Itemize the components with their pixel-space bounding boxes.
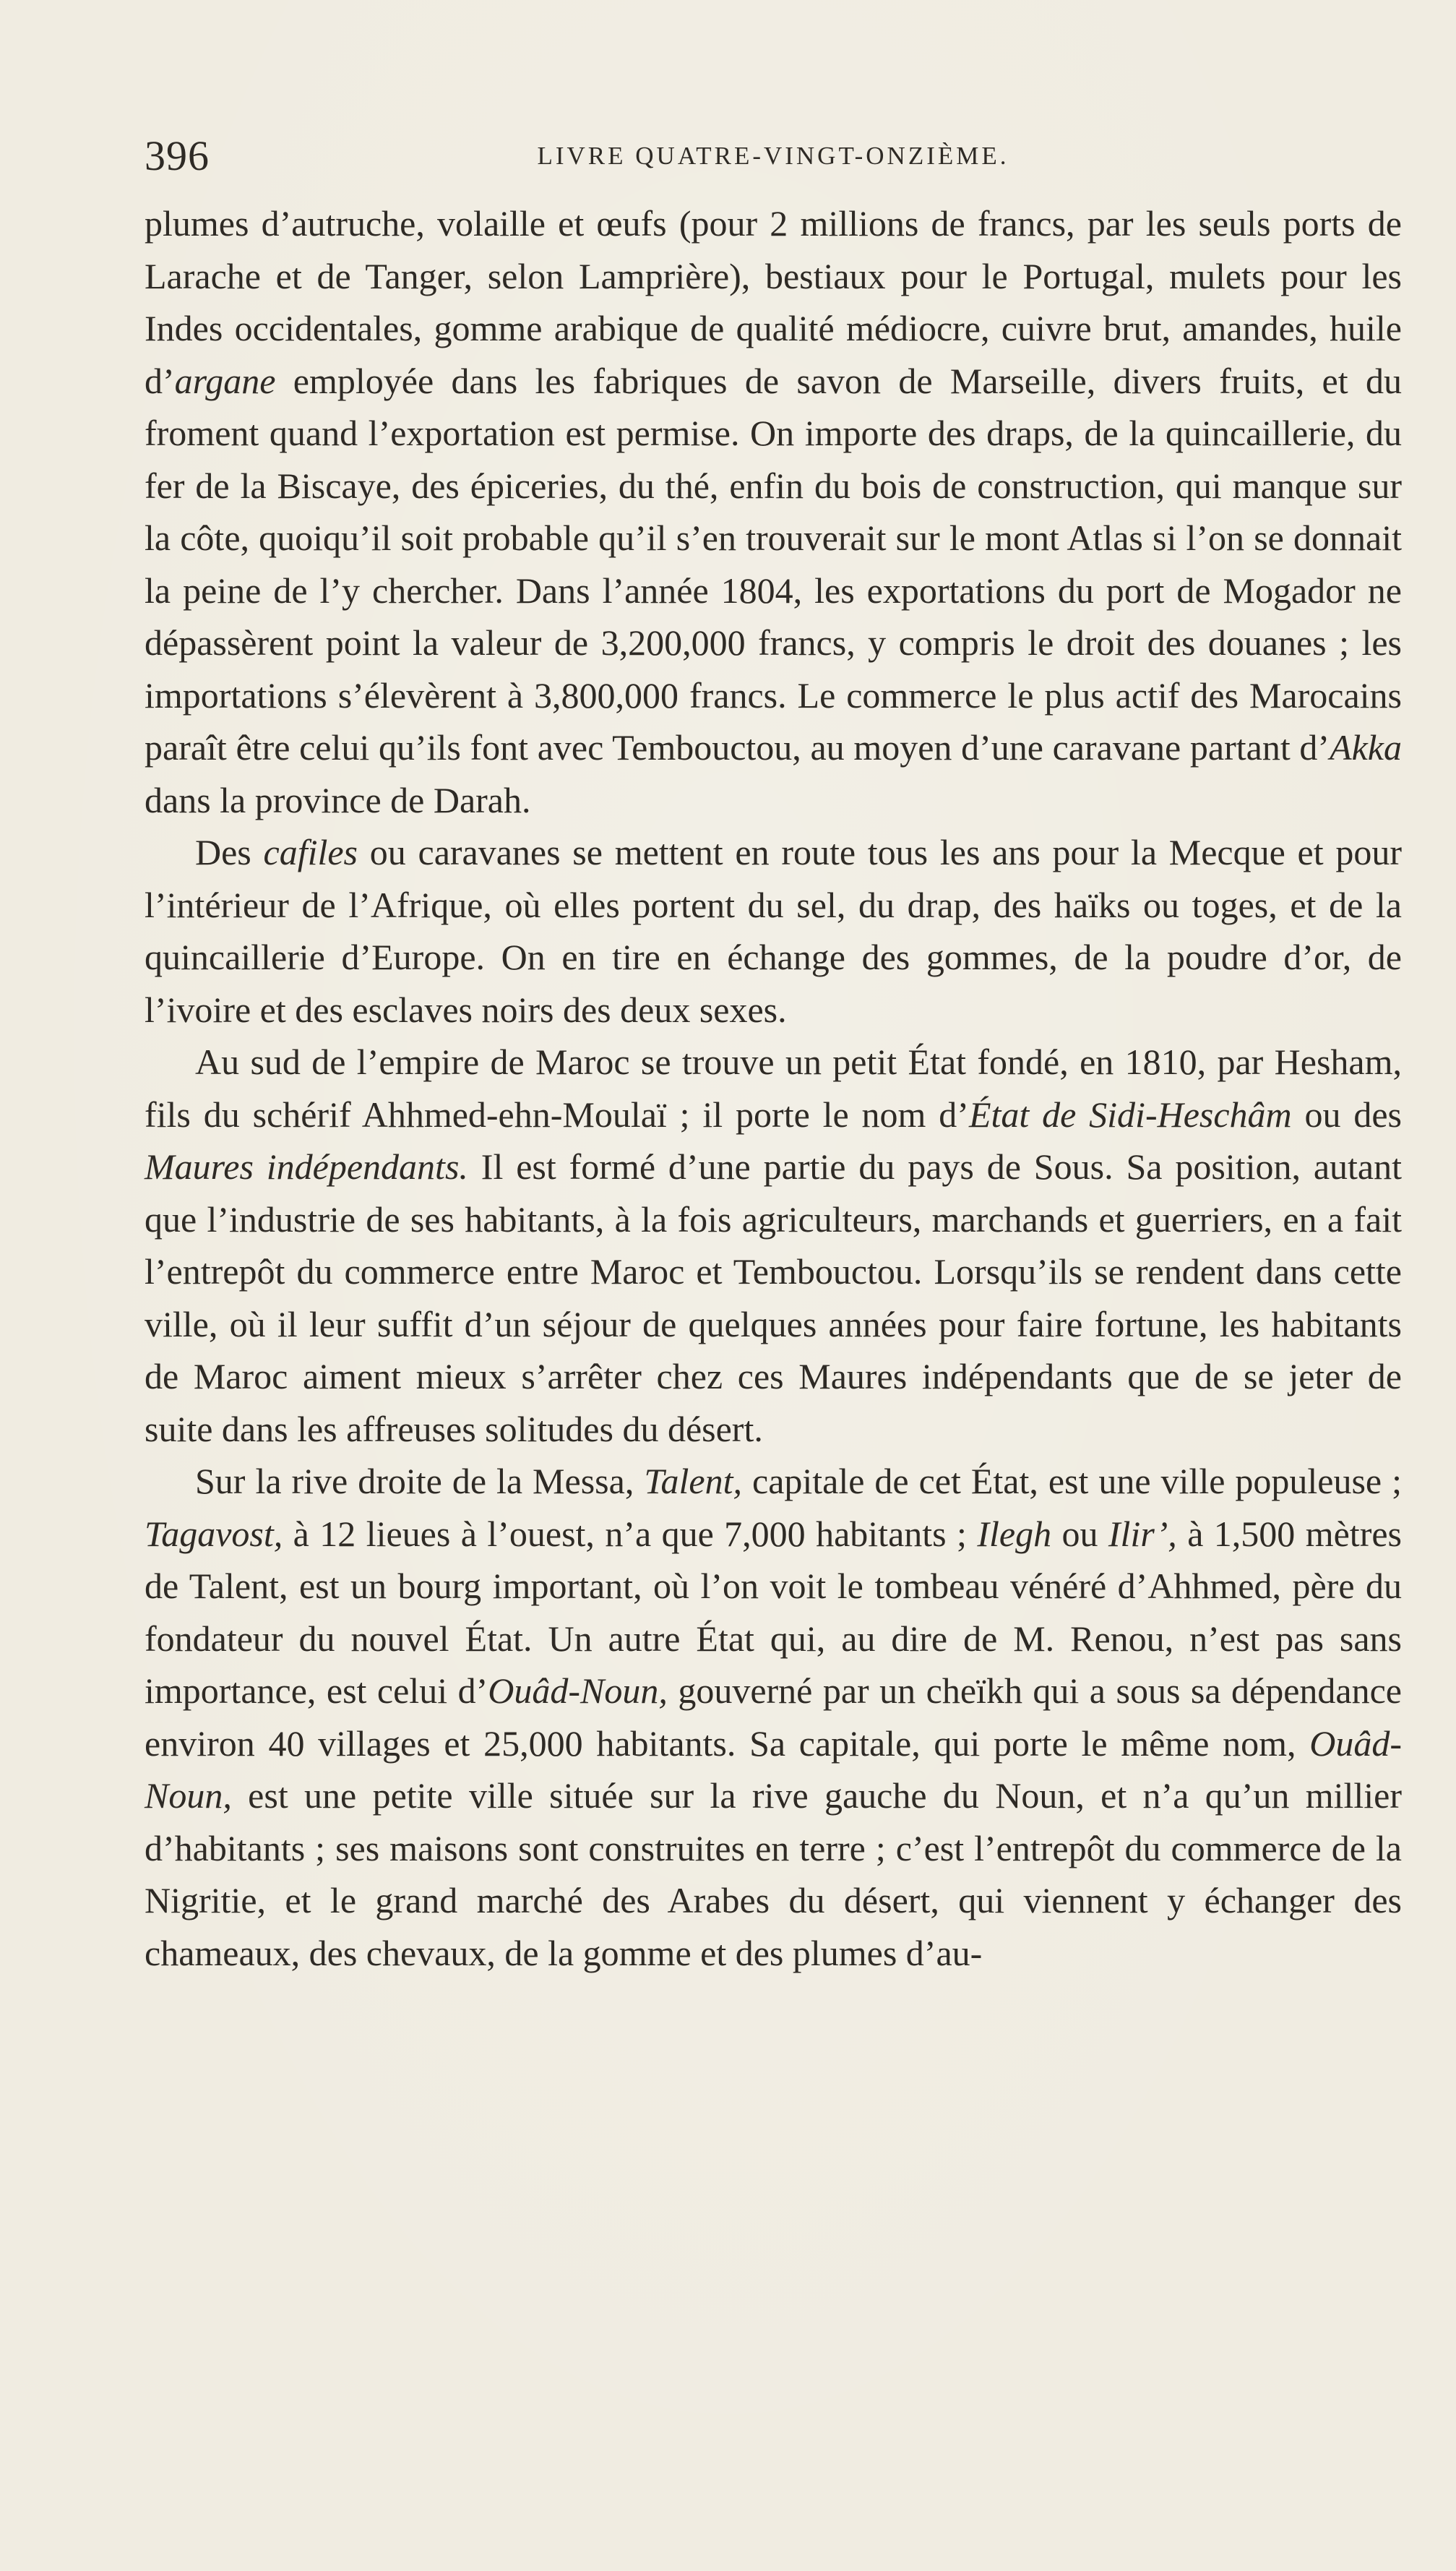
italic-text: Maures indépendants. (145, 1146, 468, 1187)
page-number: 396 (145, 132, 210, 179)
italic-text: Talent, (644, 1461, 743, 1501)
text-run: dans la province de Darah. (145, 779, 531, 820)
text-run: plumes d’autruche, volaille et œufs (pour 2 millions de francs, par les seuls ports de Larache et de Tanger, selon Lamprière), bestiaux pour le Portugal, mulets pour les Indes occidentales, gomme arabique de qualité médiocre, cuivre brut, amandes, huile d’ (145, 203, 1402, 401)
paragraph (145, 1036, 1402, 1455)
text-run: employée dans les fabriques de savon de Marseille, divers fruits, et du froment quand l’exportation est permise. On importe des draps, de la quincaillerie, du fer de la Biscaye, des épiceries, du thé, enfin du bois de construction, qui manque sur la côte, quoiqu’il soit probable qu’il s’en trouverait sur le mont Atlas si l’on se donnait la peine de l’y chercher. Dans l’année 1804, les exportations du port de Mogador ne dépassèrent point la valeur de 3,200,000 francs, y compris le droit des douanes ; les importations s’élevèrent à 3,800,000 francs. Le commerce le plus actif des Marocains paraît être celui qu’ils font avec Tembouctou, au moyen d’une caravane partant d’ (145, 360, 1402, 768)
text-run: est une petite ville située sur la rive gauche du Noun, et n’a qu’un millier d’habitants ; ses maisons sont construites en terre ; c’est l’entrepôt du commerce de la Nigritie, et le grand marché des Arabes du désert, qui viennent y échanger des chameaux, des chevaux, de la gomme et des plumes d’au- (145, 1775, 1402, 1973)
italic-text: Ilegh (977, 1513, 1052, 1554)
italic-text: Akka (1330, 727, 1402, 768)
text-run: ou (1051, 1513, 1108, 1554)
body-text (145, 197, 1402, 1979)
text-run: Il est formé d’une partie du pays de Sous. Sa position, autant que l’industrie de ses habitants, à la fois agriculteurs, marchands et guerriers, en a fait l’entrepôt du commerce entre Maroc et Tembouctou. Lorsqu’ils se rendent dans cette ville, où il leur suffit d’un séjour de quelques années pour faire fortune, les habitants de Maroc aiment mieux s’arrêter chez ces Maures indépendants que de se jeter de suite dans les affreuses solitudes du désert. (145, 1146, 1403, 1449)
italic-text: État de Sidi-Heschâm (968, 1094, 1292, 1135)
text-run: gouverné par un cheïkh qui a sous sa dépendance environ 40 villages et 25,000 habitants. Sa capitale, qui porte le même nom, (145, 1670, 1402, 1764)
italic-text: Ouâd-Noun, (488, 1670, 668, 1711)
text-run: Au sud de l’empire de Maroc se trouve un petit État fondé, en 1810, par Hesham, fils du schérif Ahhmed-ehn-Moulaï ; il porte le nom d’ (145, 1042, 1402, 1135)
text-run: Sur la rive droite de la Messa, (195, 1461, 645, 1501)
text-run: Des (195, 832, 264, 872)
paragraph (145, 197, 1402, 826)
text-run: à 12 lieues à l’ouest, n’a que 7,000 habitants ; (283, 1513, 978, 1554)
text-run: capitale de cet État, est une ville populeuse ; (742, 1461, 1402, 1501)
italic-text: Tagavost, (145, 1513, 283, 1554)
italic-text: cafiles (263, 832, 358, 872)
italic-text: Ilir’, (1108, 1513, 1177, 1554)
paragraph (145, 1455, 1402, 1979)
text-run: ou caravanes se mettent en route tous les ans pour la Mecque et pour l’intérieur de l’Afrique, où elles portent du sel, du drap, des haïks ou toges, et de la quincaillerie d’Europe. On en tire en échange des gommes, de la poudre d’or, de l’ivoire et des esclaves noirs des deux sexes. (145, 832, 1402, 1030)
text-run: à 1,500 mètres de Talent, est un bourg important, où l’on voit le tombeau vénéré d’Ahhmed, père du fondateur du nouvel État. Un autre État qui, au dire de M. Renou, n’est pas sans importance, est celui d’ (145, 1513, 1402, 1711)
italic-text: Ouâd-Noun, (145, 1722, 1402, 1816)
text-run: ou des (1291, 1094, 1402, 1135)
running-head: LIVRE QUATRE-VINGT-ONZIÈME. (537, 142, 1009, 170)
page-header (145, 132, 1402, 179)
paragraph (145, 826, 1402, 1036)
italic-text: argane (174, 360, 276, 401)
